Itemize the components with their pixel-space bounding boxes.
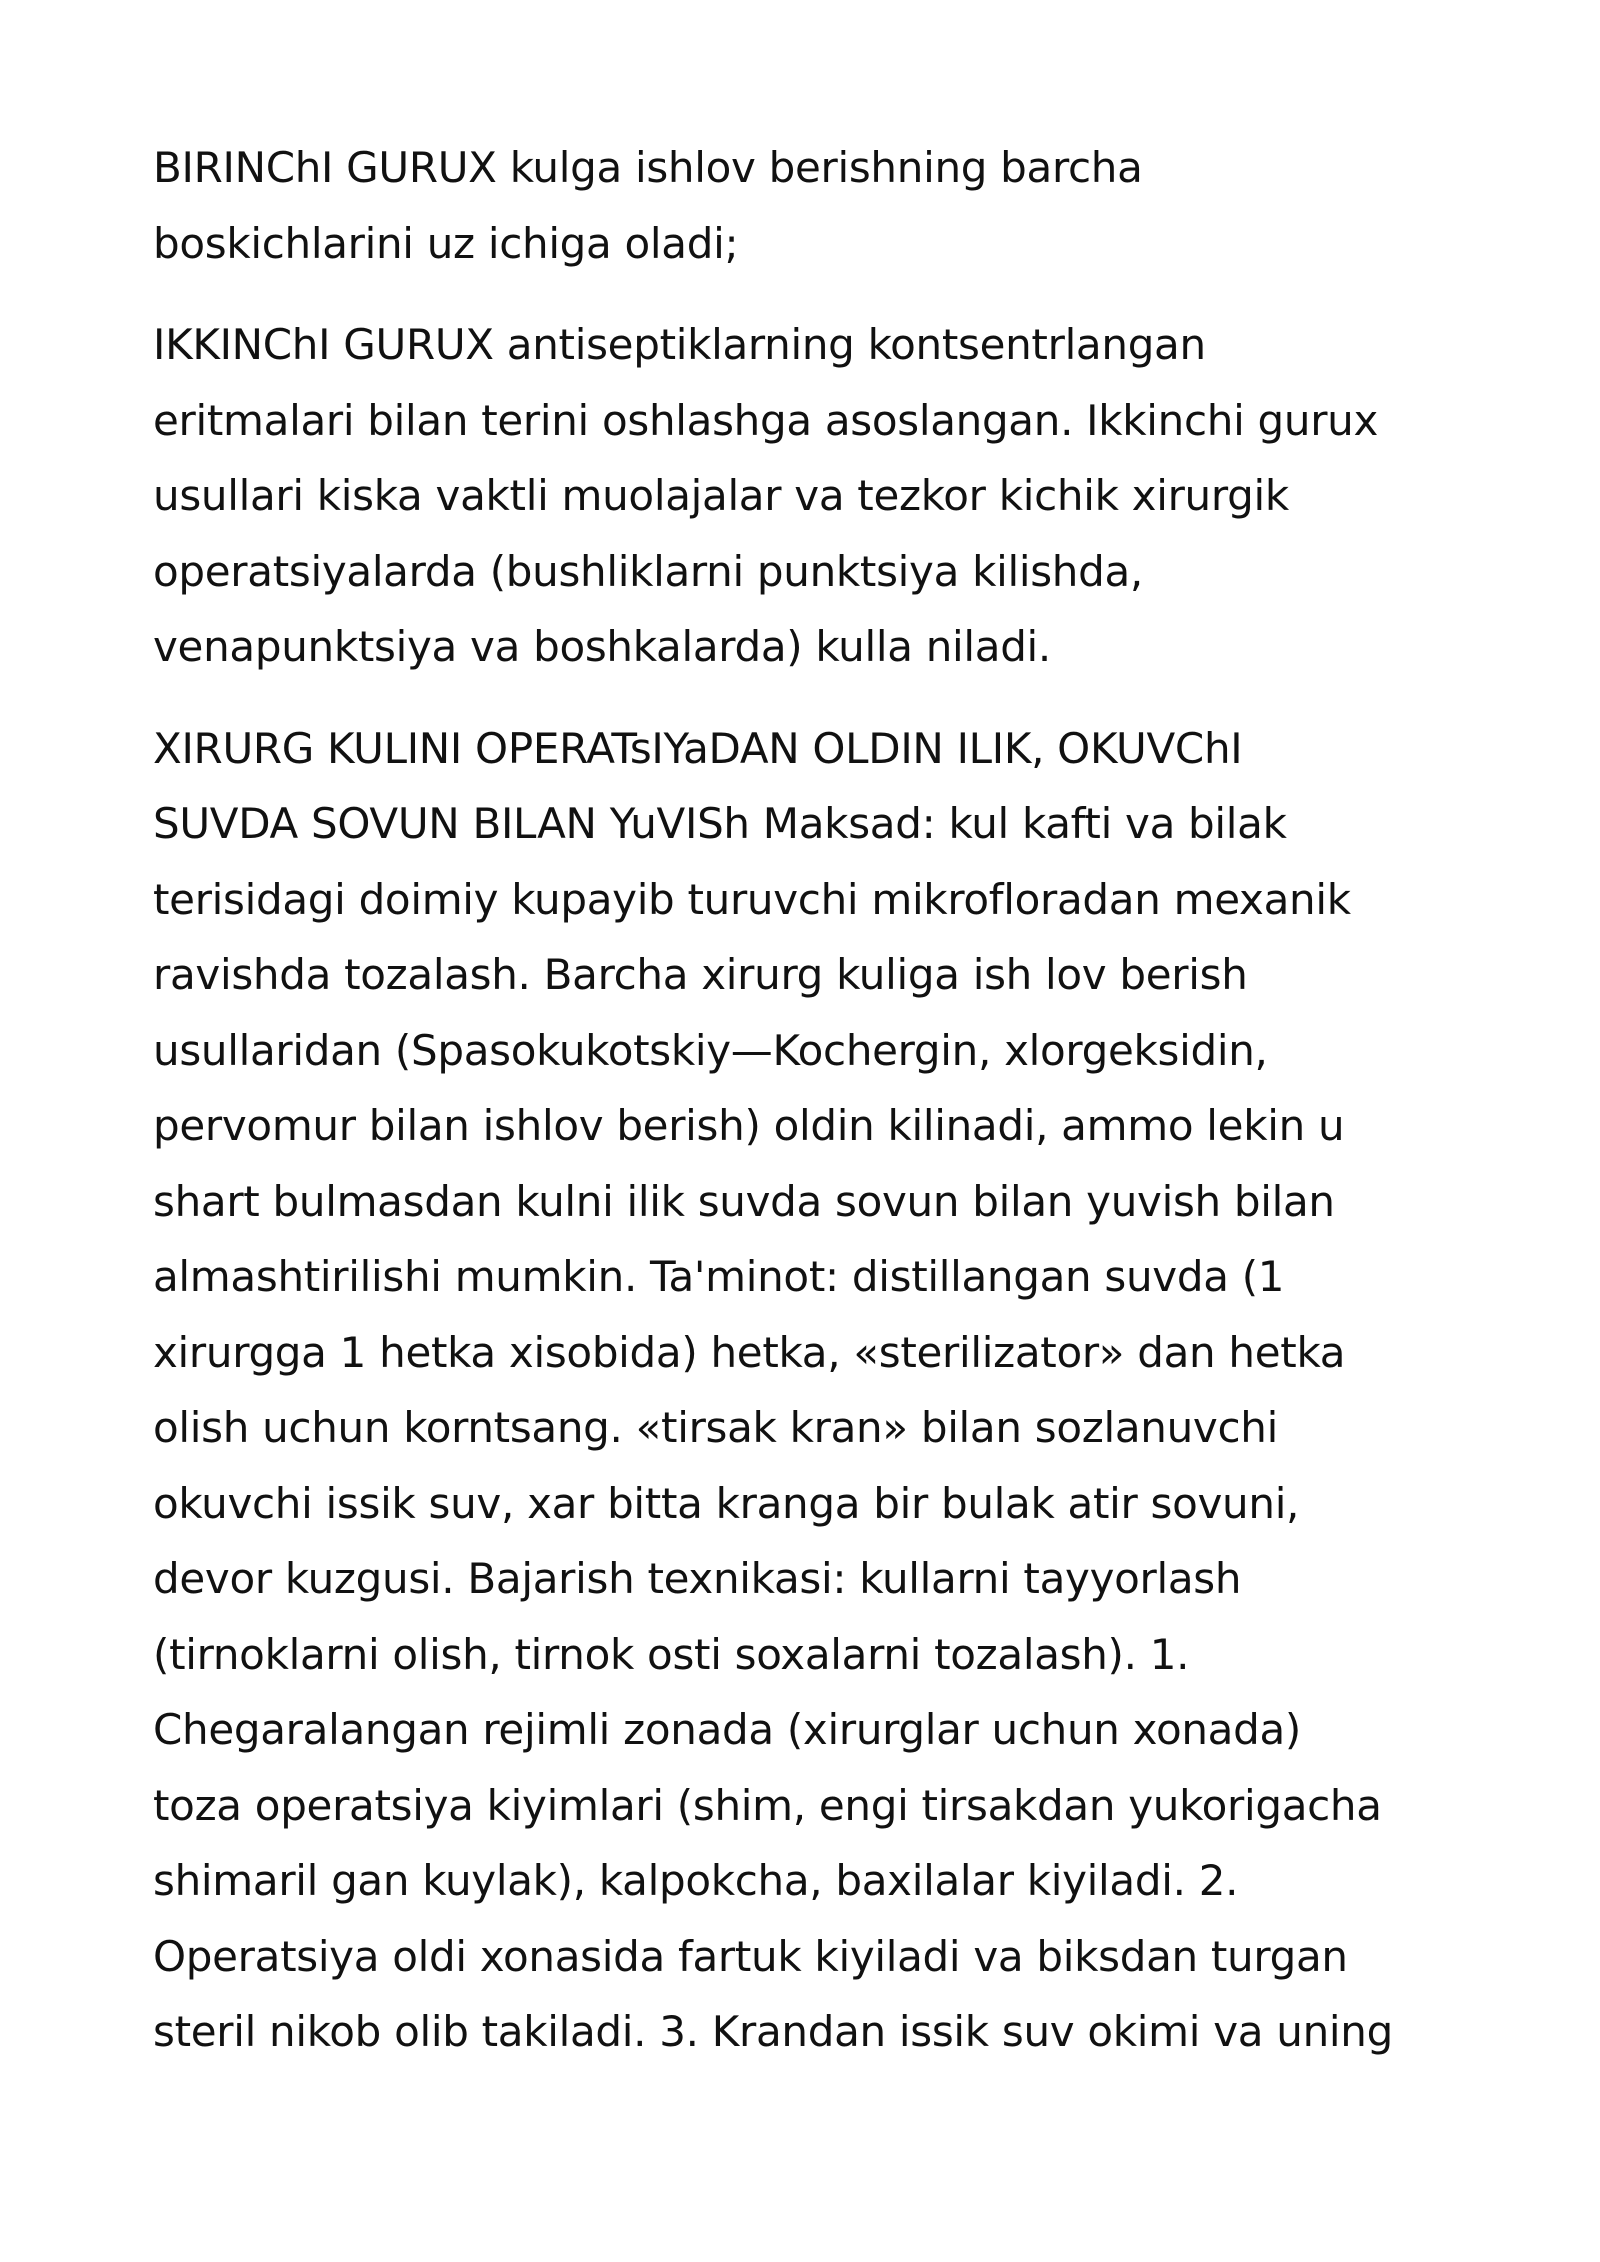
text-line: Chegaralangan rejimli zonada (xirurglar uchun xonada) (153, 1705, 1301, 1754)
text-line: BIRINChI GURUX kulga ishlov berishning barcha (153, 143, 1143, 192)
text-line: (tirnoklarni olish, tirnok osti soxalarni tozalash). 1. (153, 1629, 1190, 1679)
text-line: almashtirilishi mumkin. Ta'minot: distillangan suvda (1 (153, 1252, 1285, 1301)
text-line: steril nikob olib takiladi. 3. Krandan issik suv okimi va uning (153, 2007, 1393, 2056)
text-line: terisidagi doimiy kupayib turuvchi mikrofloradan mexanik (153, 874, 1351, 924)
text-line: IKKINChI GURUX antiseptiklarning kontsentrlangan (153, 320, 1206, 369)
text-line: SUVDA SOVUN BILAN YuVISh Maksad: kul kafti va bilak (153, 799, 1287, 848)
text-line: venapunktsiya va boshkalarda) kulla niladi. (153, 622, 1051, 671)
text-line: devor kuzgusi. Bajarish texnikasi: kullarni tayyorlash (153, 1554, 1242, 1603)
text-line: usullaridan (Spasokukotskiy—Kochergin, xlorgeksidin, (153, 1025, 1268, 1075)
text-line: xirurgga 1 hetka xisobida) hetka, «sterilizator» dan hetka (153, 1327, 1346, 1377)
text-line: ravishda tozalash. Barcha xirurg kuliga ish lov berish (153, 950, 1248, 999)
text-line: usullari kiska vaktli muolajalar va tezkor kichik xirurgik (153, 471, 1289, 520)
text-line: olish uchun korntsang. «tirsak kran» bilan sozlanuvchi (153, 1403, 1278, 1452)
text-line: pervomur bilan ishlov berish) oldin kilinadi, ammo lekin u (153, 1101, 1345, 1150)
paragraph-xirurg-kulini-yuvish (153, 711, 1473, 2070)
paragraph-birinchi-gurux (153, 130, 1473, 281)
text-line: toza operatsiya kiyimlari (shim, engi tirsakdan yukorigacha (153, 1780, 1382, 1830)
text-line: operatsiyalarda (bushliklarni punktsiya kilishda, (153, 546, 1143, 596)
text-line: eritmalari bilan terini oshlashga asoslangan. Ikkinchi gurux (153, 395, 1379, 445)
text-line: okuvchi issik suv, xar bitta kranga bir bulak atir sovuni, (153, 1478, 1300, 1528)
text-line: XIRURG KULINI OPERATsIYaDAN OLDIN ILIK, OKUVChI (153, 723, 1243, 773)
paragraph-ikkinchi-gurux (153, 307, 1473, 685)
document-body (153, 130, 1473, 2070)
text-line: Operatsiya oldi xonasida fartuk kiyiladi va biksdan turgan (153, 1931, 1348, 1981)
text-line: shart bulmasdan kulni ilik suvda sovun bilan yuvish bilan (153, 1176, 1335, 1226)
text-line: boskichlarini uz ichiga oladi; (153, 218, 739, 268)
text-line: shimaril gan kuylak), kalpokcha, baxilalar kiyiladi. 2. (153, 1856, 1239, 1905)
